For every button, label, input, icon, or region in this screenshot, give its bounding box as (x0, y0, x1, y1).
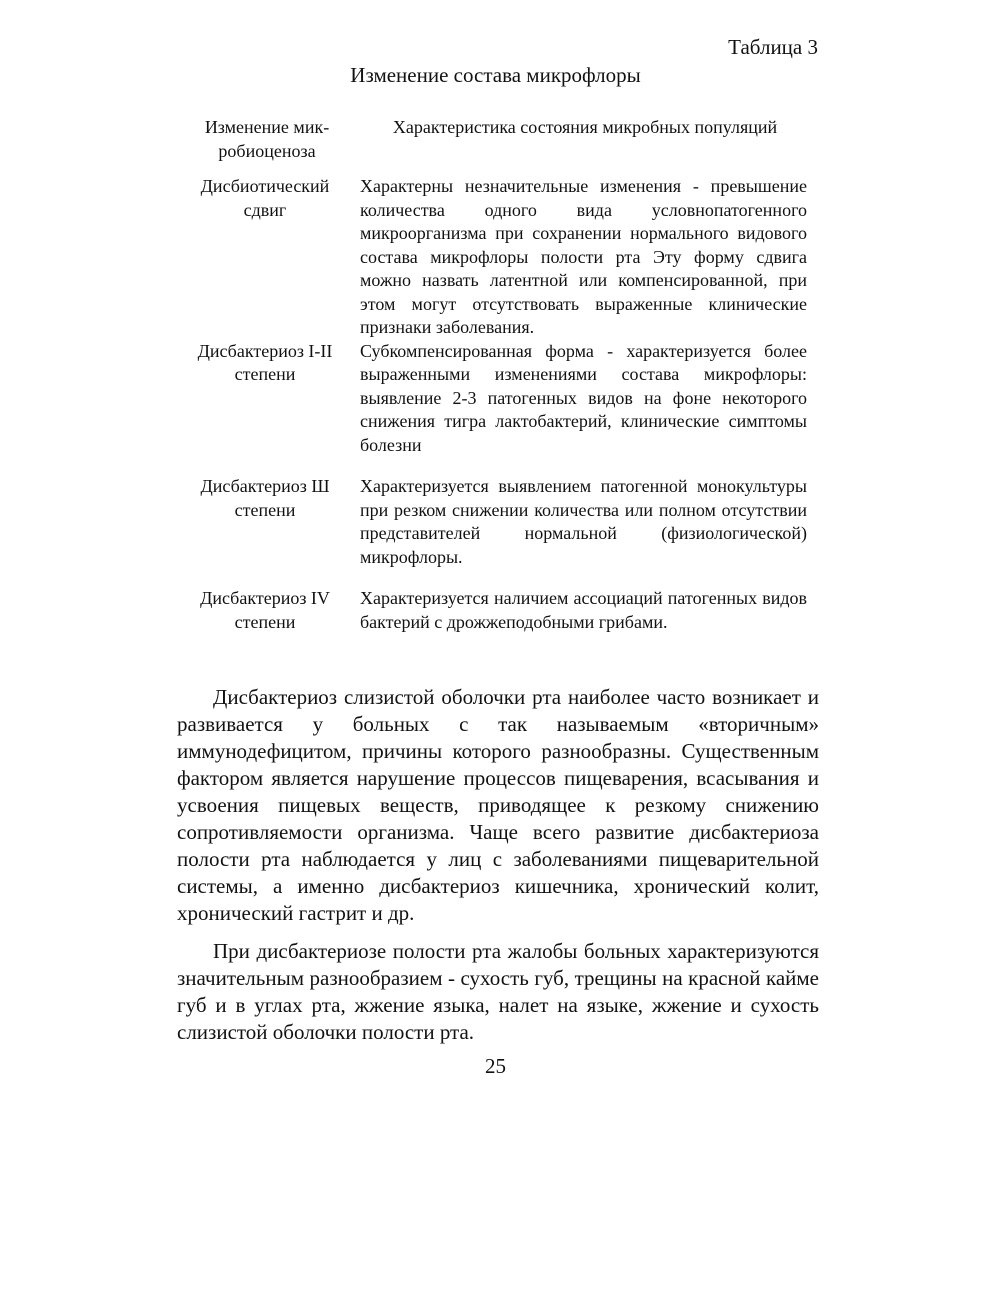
stage-cell: Дисбиотический сдвиг (200, 176, 330, 220)
paragraph: При дисбактериозе полости рта жалобы больных характеризуются значительным разнообразием - сухость губ, трещины на красной кайме губ и в углах рта, жжение языка, налет на языке, жжение и сухость слизистой оболочки полости рта. (177, 939, 819, 1044)
description-cell: Характерны незначительные изменения - превышение количества одного вида условнопатогенного микроорганизма при сохранении нормального видового состава микрофлоры полости рта Эту форму сдвига можно назвать латентной или компенсированной, при этом могут отсутствовать выраженные клинические признаки заболевания. (360, 176, 807, 337)
table-row (180, 175, 810, 340)
table-row (180, 587, 810, 634)
table-row (180, 340, 810, 476)
description-cell: Характеризуется наличием ассоциаций патогенных видов бактерий с дрожжеподобными грибами. (360, 588, 807, 632)
table-row (180, 475, 810, 587)
table-header-row (180, 116, 810, 175)
description-cell: Характеризуется выявлением патогенной монокультуры при резком снижении количества или полном отсутствии представителей нормальной (физиологической) микрофлоры. (360, 476, 807, 567)
paragraph: Дисбактериоз слизистой оболочки рта наиболее часто возникает и развивается у больных с так называемым «вторичным» иммунодефицитом, причины которого разнообразны. Существенным фактором является нарушение процессов пищеварения, всасывания и усвоения пищевых веществ, приводящее к резкому снижению сопротивляемости организма. Чаще всего развитие дисбактериоза полости рта наблюдается у лиц с заболеваниями пищеварительной системы, а именно дисбактериоз кишечника, хронический колит, хронический гастрит и др. (177, 685, 819, 925)
microflora-table (180, 116, 810, 634)
body-text (177, 684, 819, 1057)
stage-cell: Дисбактериоз I-II степени (197, 340, 333, 384)
page-number: 25 (485, 1054, 506, 1078)
description-cell: Субкомпенсированная форма - характеризуется более выраженными изменениями состава микрофлоры: выявление 2-3 патогенных видов на фоне некоторого снижения тигра лактобактерий, клинические симптомы болезни (360, 340, 807, 455)
table-title: Изменение состава микрофлоры (350, 63, 641, 87)
column-header-stage: Изменение мик-робиоценоза (204, 117, 330, 161)
column-header-characteristics: Характеристика состояния микробных популяций (392, 117, 778, 137)
table-label: Таблица 3 (728, 35, 818, 59)
stage-cell: Дисбактериоз IV степени (200, 588, 330, 632)
stage-cell: Дисбактериоз Ш степени (200, 476, 330, 520)
